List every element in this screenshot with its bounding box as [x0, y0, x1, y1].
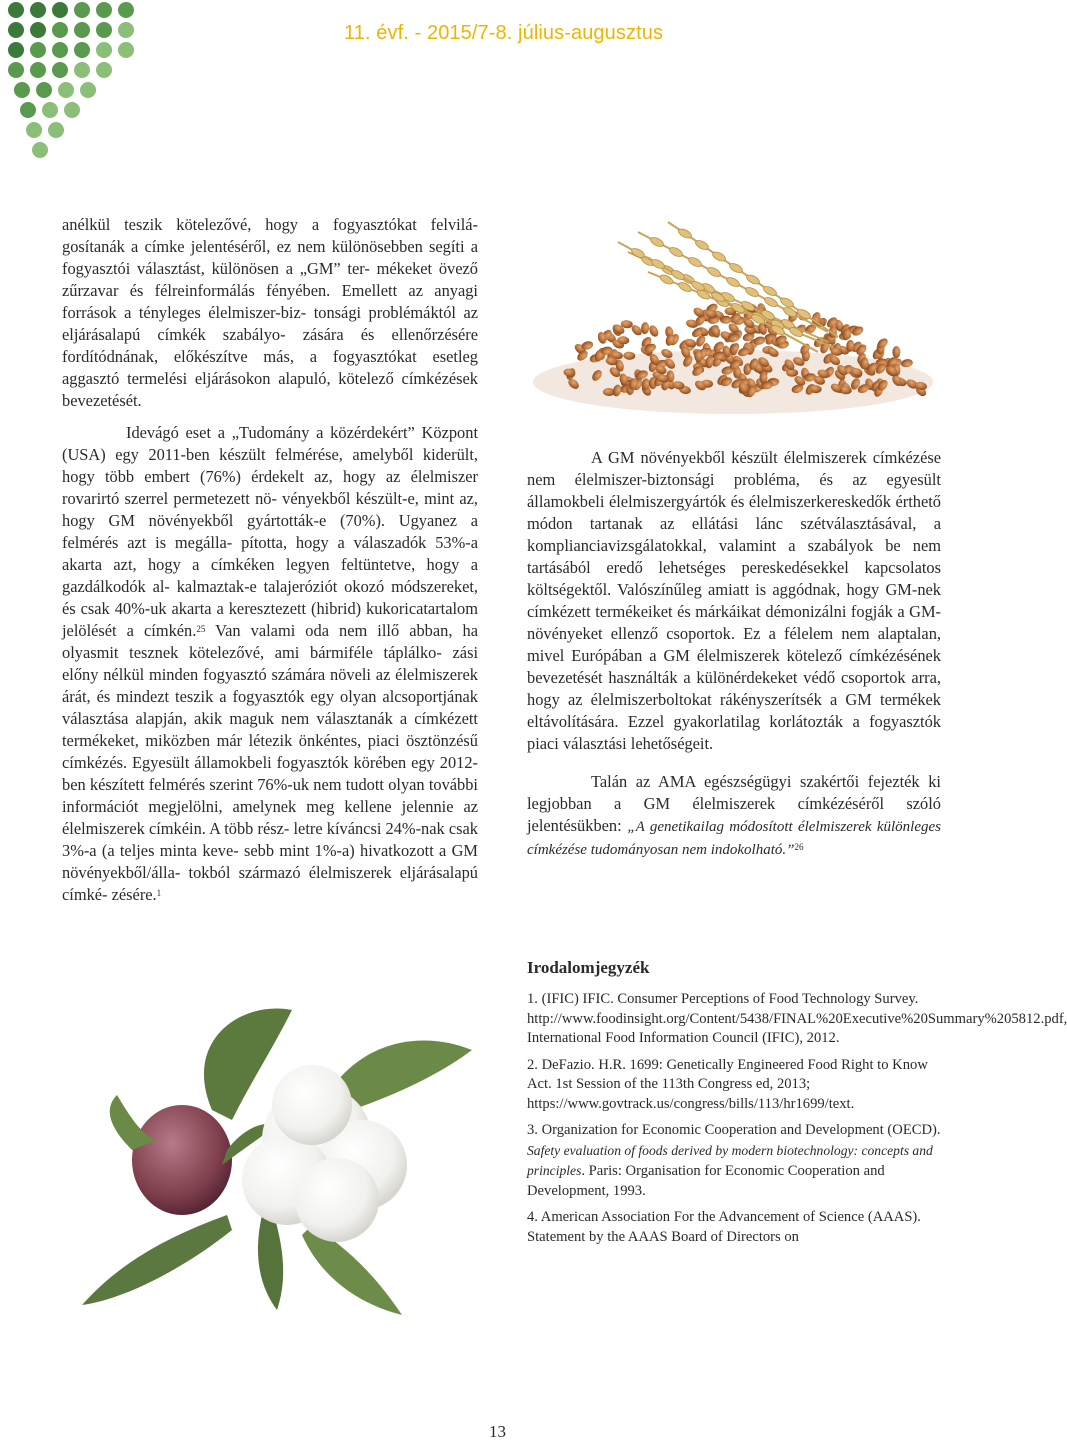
text-line: mékeket övező zűrzavar és félreinformálás fényében.	[62, 259, 478, 300]
decorative-dot	[8, 42, 24, 58]
text-line: zására és ellenőrzésére fordítódnának, előkészítve más,	[62, 325, 478, 366]
text-run: Talán az AMA egészségügyi szakértői fejezték ki legjobban a GM élelmiszerek címkézéséről szóló jelentésükben:	[527, 772, 941, 835]
left-paragraph-2	[62, 422, 478, 906]
decorative-dot	[118, 42, 134, 58]
footnote-ref-1: 1	[156, 888, 162, 898]
text-line: zésére.	[111, 885, 157, 904]
text-line: olyan alcsoportjának választása alapján, akik maguk	[62, 687, 478, 728]
wheat-kernel	[670, 269, 686, 282]
page-number: 13	[489, 1422, 506, 1441]
decorative-dot	[96, 2, 112, 18]
text-line: gyártották-e (70%). Ugyanez a felmérés azt is megálla-	[62, 511, 478, 552]
text-line: olyan további információt megjelölni, amelynek meg	[62, 775, 478, 816]
decorative-dot	[58, 82, 74, 98]
text-line: jelölését a címkén.	[62, 621, 197, 640]
decorative-dot	[118, 2, 134, 18]
cotton-boll-image	[62, 1000, 482, 1320]
wheat-kernel	[694, 239, 710, 252]
text-line: kalmaztak-e talajeróziót okozó módszereket, és csak	[62, 577, 478, 618]
footnote-ref-26: 26	[794, 842, 804, 852]
text-line: alapuló, kötelező címkézések bevezetését.	[62, 369, 478, 410]
decorative-dot	[52, 42, 68, 58]
decorative-dot	[20, 102, 36, 118]
text-line: segíti a fogyasztói választást, különösen a „GM” ter-	[62, 237, 478, 278]
wheat-kernel	[725, 276, 741, 289]
decorative-dot	[80, 82, 96, 98]
decorative-dot	[48, 122, 64, 138]
decorative-dot	[8, 2, 24, 18]
text-line: amelyből kiderült, hogy több embert (76%) érdekelt	[62, 445, 478, 486]
wheat-kernel	[745, 273, 761, 286]
decorative-dot	[118, 22, 134, 38]
decorative-dot	[30, 22, 46, 38]
decorative-dot	[74, 2, 90, 18]
text-line: már létezik önkéntes, piaci ösztönzésű címkézés.	[62, 731, 478, 772]
reference-item: 4. American Association For the Advancement of Science (AAAS). Statement by the AAAS Board of Directors on	[527, 1209, 921, 1245]
wheat-kernel	[706, 266, 722, 279]
decorative-dot	[96, 62, 112, 78]
decorative-dot	[8, 62, 24, 78]
decorative-dot	[96, 22, 112, 38]
text-line: címkéken legyen feltüntetve, hogy a gazdálkodók al-	[62, 555, 478, 596]
text-line: Egyesült államokbeli fogyasztók körében egy 2012-	[132, 753, 478, 772]
right-paragraph-1: A GM növényekből készült élelmiszerek címkézése nem élelmiszer-biztonsági probléma, és az egyesült államokbeli élelmiszergyártók és élelmiszerkereskedők érthető módon tartanak az ellátási lánc szétválasztásával, a komplianciavizsgálatokkal, valamint a szabályok be nem tartásából eredő lehetséges pereskedésekkel kapcsolatos költségektől. Valószínűleg amiatt is aggódnak, hogy GM-nek címkézett termékeiket és márkáikat démonizálni fogják a GM-növényeket ellenző csoportok. Ez a félelem nem alaptalan, mivel Európában a GM élelmiszerek kötelező címkézésének bevezetését használták a különérdekeket védő csoportok arra, hogy az élelmiszerboltokat rákényszerítsék a GM termékek eltávolítására. Ezzel gyakorlatilag korlátozták a fogyasztók piaci választási lehetőségeit.	[527, 448, 941, 753]
wheat-grain	[892, 346, 900, 358]
decorative-dot	[52, 22, 68, 38]
wheat-kernel	[762, 285, 778, 298]
decorative-dot	[74, 42, 90, 58]
wheat-kernel	[659, 273, 675, 286]
references-heading: Irodalomjegyzék	[527, 958, 650, 977]
issue-header: 11. évf. - 2015/7-8. július-augusztus	[344, 22, 664, 44]
references-list	[527, 990, 1067, 1254]
wheat-kernel	[728, 262, 744, 275]
text-line: élelmiszerek árát, és mindezt teszik a fogyasztók egy	[62, 665, 478, 706]
text-line: Emellett az anyagi források a tényleges élelmiszer-biz-	[62, 281, 478, 322]
text-line: gosítanák a címke jelentéséről, ez nem különösebben	[62, 237, 423, 256]
wheat-grain	[648, 324, 661, 338]
reference-item: 2. DeFazio. H.R. 1699: Genetically Engineered Food Right to Know Act. 1st Session of the 113th Congress ed, 2013; https://www.govtrack.us/congress/bills/113/hr1699/text.	[527, 1056, 928, 1112]
ama-quote: „A genetikailag módosított élelmiszerek különleges címkézése tudományosan nem indokolható.”	[527, 819, 941, 858]
text-line: zási előny nélkül minden fogyasztó számára növeli az	[62, 643, 478, 684]
decorative-dot	[52, 2, 68, 18]
reference-title: Safety evaluation of foods derived by modern biotechnology: concepts and principles	[527, 1142, 933, 1178]
left-column	[62, 214, 478, 906]
decorative-dot	[96, 42, 112, 58]
text-line: tokból származó élelmiszerek eljárásalapú címké-	[62, 863, 478, 904]
text-line: anélkül teszik kötelezővé, hogy a fogyasztókat felvilá-	[62, 215, 478, 234]
text-line: pította, hogy a válaszadók 53%-a akarta azt, hogy a	[62, 533, 478, 574]
text-line: nem választanák a címkézett termékeket, miközben	[62, 709, 478, 750]
decorative-dot	[30, 42, 46, 58]
decorative-dot	[42, 102, 58, 118]
text-run: 3. Organization for Economic Cooperation and Development (OECD).	[527, 1122, 941, 1138]
decorative-dot	[36, 82, 52, 98]
decorative-dot	[14, 82, 30, 98]
wheat-grain	[641, 322, 650, 334]
text-line: a fogyasztókat esetleg aggasztó termelési eljárásokon	[62, 347, 478, 388]
right-paragraph-2	[527, 771, 941, 861]
wheat-kernel	[763, 296, 779, 309]
text-line: sebb mint 1%-a) hivatkozott a GM növényekből/álla-	[62, 841, 478, 882]
wheat-kernel	[687, 256, 703, 269]
wheat-kernel	[711, 250, 727, 263]
text-line: az, hogy az élelmiszer rovarirtó szerrel permetezett nö-	[62, 467, 478, 508]
decorative-dot	[30, 2, 46, 18]
text-line: tonsági problémáktól az eljárásalapú címkék szabályo-	[62, 303, 478, 344]
decorative-dot	[30, 62, 46, 78]
wheat-kernel	[650, 258, 666, 271]
text-line: Központ (USA) egy 2011-ben készült felmérése,	[62, 423, 478, 464]
text-line: olyasmit tesznek kötelezővé, ami bármiféle táplálko-	[62, 643, 442, 662]
decorative-dot-grid	[0, 0, 150, 160]
wheat-kernel	[668, 246, 684, 259]
text-line: vényekből készült-e, mint az, hogy GM növényekből	[62, 489, 478, 530]
left-paragraph-1	[62, 214, 478, 412]
text-line: Van valami oda nem illő abban, ha	[205, 621, 478, 640]
decorative-dot	[32, 142, 48, 158]
reference-item	[527, 1121, 942, 1201]
decorative-dot	[74, 62, 90, 78]
text-run: . Paris: Organisation for Economic Cooperation and Development, 1993.	[527, 1163, 885, 1199]
text-line: kellene jelennie az élelmiszerek címkéin. A több rész-	[62, 797, 479, 838]
reference-item: 1. (IFIC) IFIC. Consumer Perceptions of Food Technology Survey. http://www.foodinsight.org/Content/5438/FINAL%20Executive%20Summary%205812.pdf, International Food Information Council (IFIC), 2012.	[527, 991, 1067, 1046]
text-line: letre kíváncsi 24%-nak csak 3%-a (a teljes minta keve-	[62, 819, 478, 860]
decorative-dot	[52, 62, 68, 78]
wheat-kernel	[649, 236, 665, 249]
decorative-dot	[8, 22, 24, 38]
text-line: Idevágó eset a „Tudomány a közérdekért”	[126, 423, 415, 442]
wheat-grains-image	[528, 212, 948, 434]
decorative-dot	[64, 102, 80, 118]
right-column	[527, 447, 941, 861]
text-line: ben készített felmérés szerint 76%-uk nem tudott	[62, 775, 384, 794]
text-line: 40%-uk akarta a keresztezett (hibrid) kukoricatartalom	[114, 599, 478, 618]
decorative-dot	[26, 122, 42, 138]
wheat-kernel	[744, 286, 760, 299]
footnote-ref-25: 25	[196, 624, 206, 634]
decorative-dot	[74, 22, 90, 38]
wheat-kernel	[677, 227, 693, 240]
